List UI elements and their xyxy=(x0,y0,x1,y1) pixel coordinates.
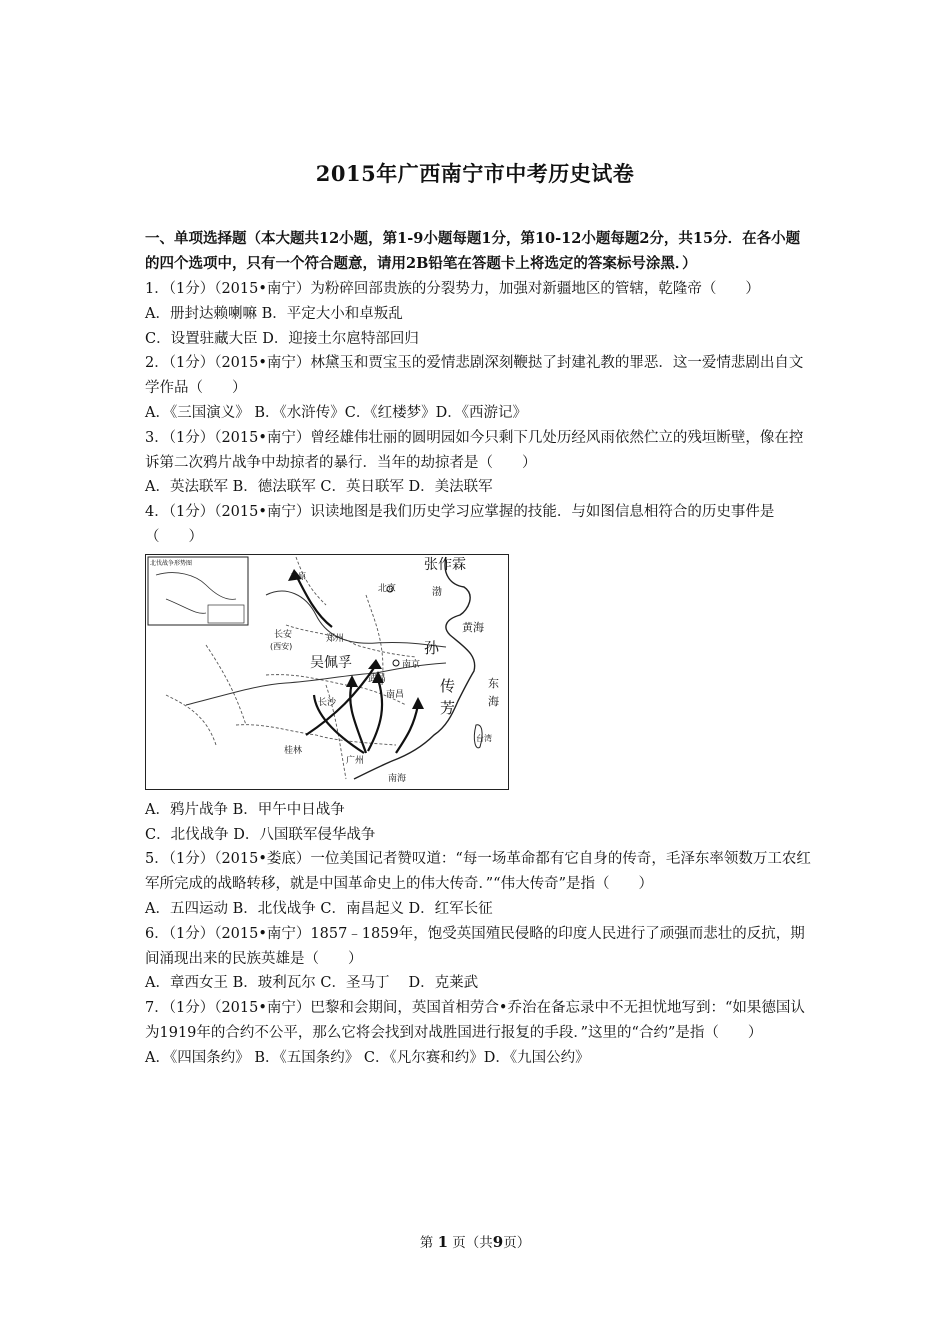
footer-prefix: 第 xyxy=(419,1235,434,1251)
label-guilin: 桂林 xyxy=(284,745,303,756)
label-zhangzuolin: 张作霖 xyxy=(424,556,466,573)
exam-content xyxy=(145,227,813,1071)
label-chuan: 传 xyxy=(440,676,456,695)
footer-suffix: 页） xyxy=(503,1235,531,1251)
northern-expedition-map xyxy=(145,554,509,790)
footer-total-pages: 9 xyxy=(492,1233,504,1251)
label-hai: 海 xyxy=(488,694,499,708)
question-stem: 1．（1分）（2015•南宁）为粉碎回部贵族的分裂势力，加强对新疆地区的管辖，乾隆帝（ ） xyxy=(145,281,760,297)
label-wupeifu: 吴佩孚 xyxy=(310,654,352,671)
label-nanhai: 南海 xyxy=(388,773,407,784)
label-taiwan: 台湾 xyxy=(476,733,492,743)
inset-legend xyxy=(208,605,244,623)
question-options: C．北伐战争 D．八国联军侵华战争 xyxy=(145,826,376,843)
question-options: A．章西女王 B．玻利瓦尔 C．圣马丁 D．克莱武 xyxy=(145,975,479,992)
label-wuchang: 武昌 xyxy=(368,673,387,684)
question-stem: 2．（1分）（2015•南宁）林黛玉和贾宝玉的爱情悲剧深刻鞭挞了封建礼教的罪恶．这一爱情悲剧出自文学作品（ ） xyxy=(145,355,804,397)
question-options: A．英法联军 B．德法联军 C．英日联军 D．美法联军 xyxy=(145,479,493,496)
footer-middle: 页（共 xyxy=(452,1235,493,1251)
label-changsha: 长沙 xyxy=(318,697,337,708)
label-beijing: 北京 xyxy=(378,583,397,594)
question-stem: 4．（1分）（2015•南宁）识读地图是我们历史学习应掌握的技能．与如图信息相符合的历史事件是（ ） xyxy=(145,504,775,545)
question-stem: 5．（1分）（2015•娄底）一位美国记者赞叹道：“每一场革命都有它自身的传奇，毛泽东率领数万工农红军所完成的战略转移，就是中国革命史上的伟大传奇．”“伟大传奇”是指（ ） xyxy=(145,851,811,893)
section-heading: 一、单项选择题（本大题共12小题，第1-9小题每题1分，第10-12小题每题2分，共15分．在各小题的四个选项中，只有一个符合题意，请用2B铅笔在答题卡上将选定的答案标号涂黑．） xyxy=(145,230,801,272)
page-title: 2015年广西南宁市中考历史试卷 xyxy=(315,161,635,186)
page-footer xyxy=(0,1231,950,1251)
label-zhengzhou: 郑州 xyxy=(326,633,345,644)
question-stem: 3．（1分）（2015•南宁）曾经雄伟壮丽的圆明园如今只剩下几处历经风雨依然伫立的残垣断壁，像在控诉第二次鸦片战争中劫掠者的暴行．当年的劫掠者是（ ） xyxy=(145,429,804,471)
label-wuyuan: 五原 xyxy=(290,571,306,581)
label-xian: (西安) xyxy=(270,641,293,651)
label-bohai: 渤 xyxy=(432,586,442,598)
question-stem: 6．（1分）（2015•南宁）1857﹣1859年，饱受英国殖民侵略的印度人民进行了顽强而悲壮的反抗，期间涌现出来的民族英雄是（ ） xyxy=(145,925,805,967)
inset-title: 北伐战争形势图 xyxy=(150,559,193,567)
question-stem: 7．（1分）（2015•南宁）巴黎和会期间，英国首相劳合•乔治在备忘录中不无担忧地写到：“如果德国认为1919年的合约不公平，那么它将会找到对战胜国进行报复的手段．”这里的“合约”是指（ ） xyxy=(145,1000,805,1041)
question-options: A．五四运动 B．北伐战争 C．南昌起义 D．红军长征 xyxy=(145,900,493,917)
question-options: A．《四国条约》 B．《五国条约》 C．《凡尔赛和约》D．《九国公约》 xyxy=(145,1049,590,1066)
question-options: A．《三国演义》 B．《水浒传》C．《红楼梦》D．《西游记》 xyxy=(145,404,527,421)
label-changan: 长安 xyxy=(274,629,293,640)
label-nanjing: 南京 xyxy=(402,659,421,670)
label-east: 东 xyxy=(488,676,499,690)
label-guangzhou: 广州 xyxy=(346,755,365,766)
nanjing-marker xyxy=(393,660,399,666)
label-huanghai: 黄海 xyxy=(462,620,484,634)
footer-page-number: 1 xyxy=(437,1233,448,1251)
label-fang: 芳 xyxy=(440,698,456,717)
question-options: C．设置驻藏大臣 D．迎接土尔扈特部回归 xyxy=(145,330,419,347)
arrow-heads xyxy=(288,569,424,709)
label-nanchang: 南昌 xyxy=(386,689,405,700)
question-options: A．册封达赖喇嘛 B．平定大小和卓叛乱 xyxy=(145,305,403,322)
label-sun: 孙 xyxy=(424,638,440,657)
question-options: A．鸦片战争 B．甲午中日战争 xyxy=(145,801,345,818)
